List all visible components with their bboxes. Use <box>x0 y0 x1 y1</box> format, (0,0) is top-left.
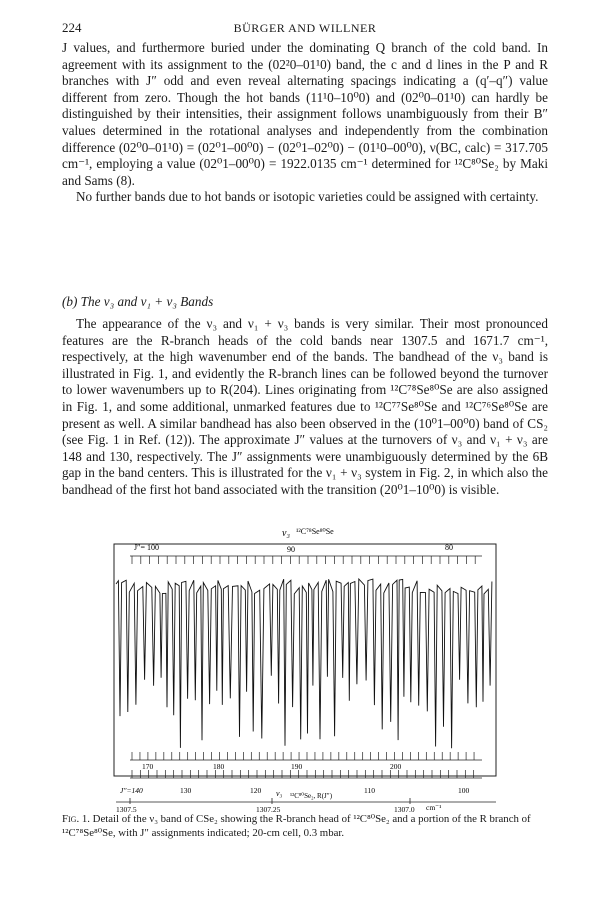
wn-unit: cm⁻¹ <box>426 803 442 812</box>
top-tick-80: 80 <box>445 543 453 552</box>
figure-caption <box>62 812 548 840</box>
bottom-tick-100: 100 <box>458 786 470 795</box>
spectrum-trace <box>116 579 492 748</box>
bottom-tick-190: 190 <box>291 762 303 771</box>
plot-frame <box>114 544 496 776</box>
top-assignment-comb <box>130 556 482 564</box>
bottom-species-label: ¹²C⁸⁰Se₂, R(J″) <box>290 792 333 800</box>
body-text-top <box>62 40 548 206</box>
paragraph-3: The appearance of the ν₃ and ν₁ + ν₃ bands is very similar. Their most pronounced features are the R-branch heads of the cold bands near 1307.5 and 1671.7 cm⁻¹, respectively, at the high wavenumber end of the bands. The bandhead of the ν₃ band is illustrated in Fig. 1, and evidently the R-branch lines can be followed beyond the turnover to lower wavenumbers up to R(204). Lines originating from ¹²C⁷⁸Se⁸⁰Se are also assigned in Fig. 1, and some additional, unmarked features due to ¹²C⁷⁷Se⁸⁰Se and ¹²C⁷⁶Se⁸⁰Se are present as well. A similar bandhead has also been observed in the (10⁰1–00⁰0) band of CS₂ (see Fig. 1 in Ref. (12)). The approximate J″ values at the turnovers of ν₃ and ν₁ + ν₃ are 148 and 130, respectively. The J″ assignments were unambiguously determined by the 6B gap in the band centers. This is illustrated for the ν₁ + ν₃ system in Fig. 2, in which also the bandhead of the first hot band associated with the transition (20⁰1–10⁰0) is visible. <box>62 316 548 497</box>
bottom-tick-120: 120 <box>250 786 262 795</box>
figure-1 <box>110 524 502 819</box>
running-header <box>62 20 548 38</box>
bottom-tick-170: 170 <box>142 762 154 771</box>
bottom-band-label: ν₃ <box>276 789 283 798</box>
running-title: BÜRGER AND WILLNER <box>233 21 377 35</box>
wn-tick-1307-5: 1307.5 <box>116 805 137 814</box>
top-species-label: ¹²C⁷⁸Se⁸⁰Se <box>296 527 334 536</box>
bottom-tick-130: 130 <box>180 786 192 795</box>
bottom-tick-110: 110 <box>364 786 375 795</box>
paragraph-1: J values, and furthermore buried under the dominating Q branch of the cold band. In agreement with its assignment to the (02²0–01¹0) band, the c and d lines in the P and R branches with J″ odd and even reveal alternating spacings indicating a (q′–q″) value different from zero. Though the hot bands (11¹0–10⁰0) and (02⁰0–01¹0) can hardly be distinguished by their intensities, their assignment follows unambiguously from their B″ values determined in the rotational analyses and independently from the combination difference (02⁰0–01¹0) = (02⁰1–00⁰0) − (02⁰1–02⁰0) − (01¹0–00⁰0), ν(BC, calc) = 317.705 cm⁻¹, employing a value (02⁰1–00⁰0) = 1922.0135 cm⁻¹ determined for ¹²C⁸⁰Se₂ by Maki and Sams (8). <box>62 40 548 188</box>
spectrum-plot <box>110 524 502 814</box>
wn-tick-1307-0: 1307.0 <box>394 805 415 814</box>
caption-text: Detail of the ν₃ band of CSe₂ showing the R-branch head of ¹²C⁸⁰Se₂ and a portion of the R branch of ¹²C⁷⁸Se⁸⁰Se, with J″ assignments indicated; 20-cm cell, 0.3 mbar. <box>62 813 531 839</box>
bottom-tick-200: 200 <box>390 762 402 771</box>
bottom-tick-180: 180 <box>213 762 225 771</box>
page-number: 224 <box>62 20 82 35</box>
top-band-label: ν₃ <box>282 528 290 539</box>
bottom-j-start: J″=140 <box>120 786 143 795</box>
body-text-section-b <box>62 316 548 499</box>
paragraph-2: No further bands due to hot bands or isotopic varieties could be assigned with certainty. <box>76 189 539 205</box>
caption-label: Fig. 1. <box>62 813 90 825</box>
top-j-start: J″= 100 <box>134 543 159 552</box>
top-tick-90: 90 <box>287 545 295 554</box>
wn-tick-1307-25: 1307.25 <box>256 805 281 814</box>
bottom-assignment-comb <box>130 752 482 778</box>
section-heading: (b) The ν₃ and ν₁ + ν₃ Bands <box>62 294 214 309</box>
